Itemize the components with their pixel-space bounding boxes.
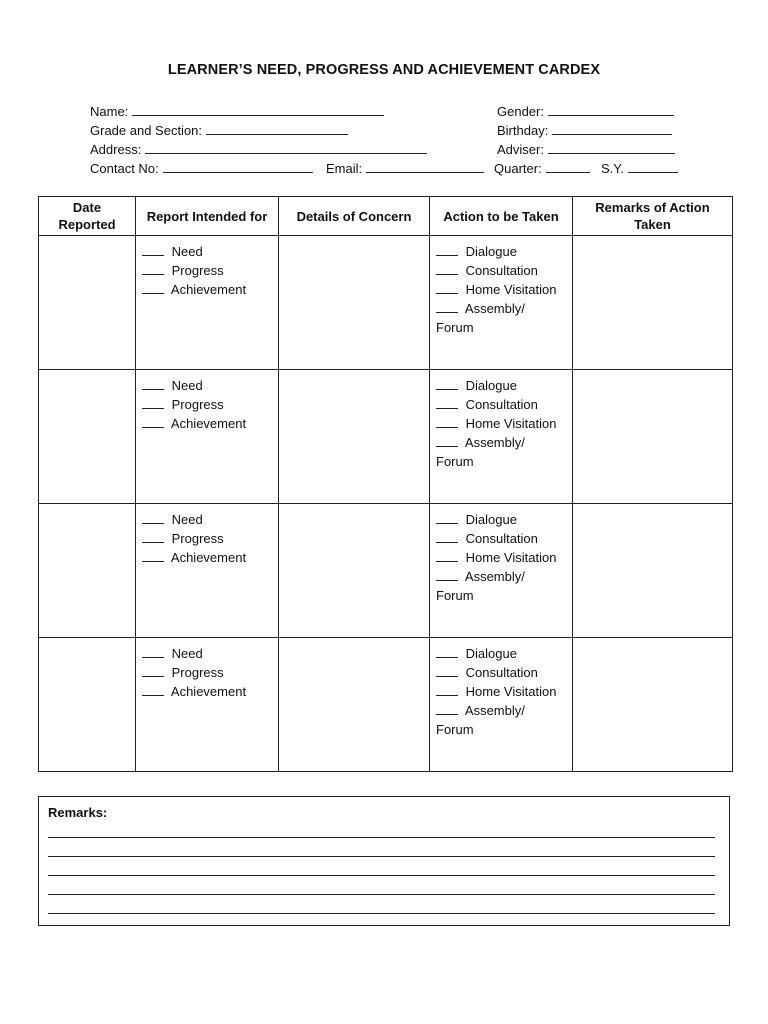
action-check-blank[interactable] bbox=[436, 435, 458, 447]
action-option-label: Assembly/ bbox=[464, 435, 525, 450]
action-check-blank[interactable] bbox=[436, 646, 458, 658]
report-check-blank[interactable] bbox=[142, 282, 164, 294]
action-option-label: Consultation bbox=[465, 531, 538, 546]
action-option-label: Assembly/ bbox=[464, 301, 525, 316]
header-details-concern: Details of Concern bbox=[279, 197, 430, 236]
action-check-blank[interactable] bbox=[436, 550, 458, 562]
report-check-blank[interactable] bbox=[142, 550, 164, 562]
report-option[interactable] bbox=[142, 682, 278, 701]
address-label: Address: bbox=[90, 142, 142, 157]
report-option-label: Need bbox=[171, 512, 203, 527]
action-check-blank[interactable] bbox=[436, 665, 458, 677]
remarks-line[interactable] bbox=[48, 894, 715, 895]
report-check-blank[interactable] bbox=[142, 397, 164, 409]
report-option-label: Need bbox=[171, 646, 203, 661]
report-options bbox=[136, 236, 278, 299]
action-option[interactable] bbox=[436, 395, 572, 414]
birthday-label: Birthday: bbox=[497, 123, 549, 138]
report-option[interactable] bbox=[142, 414, 278, 433]
action-option-label: Home Visitation bbox=[465, 282, 557, 297]
action-option[interactable] bbox=[436, 261, 572, 280]
report-check-blank[interactable] bbox=[142, 684, 164, 696]
table-row bbox=[39, 370, 733, 504]
report-option-label: Achievement bbox=[170, 282, 247, 297]
report-option-label: Achievement bbox=[170, 416, 247, 431]
remarks-line[interactable] bbox=[48, 913, 715, 914]
report-check-blank[interactable] bbox=[142, 244, 164, 256]
action-option-label: Consultation bbox=[465, 263, 538, 278]
action-taken-cell[interactable] bbox=[430, 504, 573, 638]
action-option[interactable] bbox=[436, 242, 572, 261]
header-action-taken: Action to be Taken bbox=[430, 197, 573, 236]
sy-label: S.Y. bbox=[601, 161, 624, 176]
address-field[interactable] bbox=[90, 140, 427, 158]
remarks-line[interactable] bbox=[48, 837, 715, 838]
report-check-blank[interactable] bbox=[142, 665, 164, 677]
header-date-reported: Date Reported bbox=[39, 197, 136, 236]
name-field[interactable] bbox=[90, 102, 384, 120]
report-option[interactable] bbox=[142, 280, 278, 299]
report-intended-cell[interactable] bbox=[136, 370, 279, 504]
action-option-label: Forum bbox=[436, 588, 474, 603]
action-option[interactable] bbox=[436, 529, 572, 548]
action-taken-cell[interactable] bbox=[430, 236, 573, 370]
action-option-label: Consultation bbox=[465, 397, 538, 412]
action-option-label: Consultation bbox=[465, 665, 538, 680]
report-check-blank[interactable] bbox=[142, 263, 164, 275]
details-concern-cell[interactable] bbox=[279, 638, 430, 772]
action-option-label: Home Visitation bbox=[465, 416, 557, 431]
action-option[interactable] bbox=[436, 414, 572, 433]
remarks-label: Remarks: bbox=[48, 805, 108, 820]
report-intended-cell[interactable] bbox=[136, 236, 279, 370]
action-option[interactable] bbox=[436, 452, 572, 471]
date-reported-cell[interactable] bbox=[39, 504, 136, 638]
email-field[interactable] bbox=[326, 159, 484, 177]
remarks-box bbox=[38, 796, 730, 926]
remarks-action-cell[interactable] bbox=[573, 638, 733, 772]
adviser-label: Adviser: bbox=[497, 142, 544, 157]
report-check-blank[interactable] bbox=[142, 512, 164, 524]
action-option[interactable] bbox=[436, 586, 572, 605]
quarter-field[interactable] bbox=[494, 159, 590, 177]
report-option-label: Progress bbox=[171, 531, 224, 546]
action-option[interactable] bbox=[436, 644, 572, 663]
action-option-label: Home Visitation bbox=[465, 684, 557, 699]
gender-field[interactable] bbox=[497, 102, 674, 120]
action-taken-cell[interactable] bbox=[430, 638, 573, 772]
action-check-blank[interactable] bbox=[436, 684, 458, 696]
action-option-label: Dialogue bbox=[465, 646, 517, 661]
action-option-label: Assembly/ bbox=[464, 569, 525, 584]
action-option[interactable] bbox=[436, 318, 572, 337]
report-option[interactable] bbox=[142, 242, 278, 261]
quarter-blank[interactable] bbox=[546, 159, 590, 173]
name-blank[interactable] bbox=[132, 102, 384, 116]
report-option[interactable] bbox=[142, 261, 278, 280]
remarks-action-cell[interactable] bbox=[573, 504, 733, 638]
action-option-label: Dialogue bbox=[465, 378, 517, 393]
sy-field[interactable] bbox=[601, 159, 678, 177]
report-option-label: Progress bbox=[171, 665, 224, 680]
action-option-label: Home Visitation bbox=[465, 550, 557, 565]
action-check-blank[interactable] bbox=[436, 263, 458, 275]
action-option[interactable] bbox=[436, 299, 572, 318]
report-option[interactable] bbox=[142, 529, 278, 548]
report-check-blank[interactable] bbox=[142, 646, 164, 658]
contact-field[interactable] bbox=[90, 159, 313, 177]
report-option[interactable] bbox=[142, 376, 278, 395]
action-option[interactable] bbox=[436, 510, 572, 529]
remarks-line[interactable] bbox=[48, 875, 715, 876]
action-check-blank[interactable] bbox=[436, 244, 458, 256]
email-label: Email: bbox=[326, 161, 363, 176]
action-option[interactable] bbox=[436, 376, 572, 395]
action-option-label: Forum bbox=[436, 722, 474, 737]
report-option-label: Need bbox=[171, 244, 203, 259]
action-check-blank[interactable] bbox=[436, 378, 458, 390]
action-check-blank[interactable] bbox=[436, 531, 458, 543]
adviser-field[interactable] bbox=[497, 140, 675, 158]
birthday-field[interactable] bbox=[497, 121, 672, 139]
action-taken-cell[interactable] bbox=[430, 370, 573, 504]
action-option-label: Dialogue bbox=[465, 244, 517, 259]
report-options bbox=[136, 638, 278, 701]
grade-section-field[interactable] bbox=[90, 121, 348, 139]
action-option[interactable] bbox=[436, 682, 572, 701]
action-options bbox=[430, 370, 572, 471]
action-check-blank[interactable] bbox=[436, 301, 458, 313]
action-option-label: Forum bbox=[436, 320, 474, 335]
action-check-blank[interactable] bbox=[436, 397, 458, 409]
action-option[interactable] bbox=[436, 720, 572, 739]
details-concern-cell[interactable] bbox=[279, 236, 430, 370]
action-options bbox=[430, 504, 572, 605]
action-check-blank[interactable] bbox=[436, 416, 458, 428]
grade-section-blank[interactable] bbox=[206, 121, 348, 135]
action-check-blank[interactable] bbox=[436, 569, 458, 581]
report-option-label: Progress bbox=[171, 263, 224, 278]
gender-blank[interactable] bbox=[548, 102, 674, 116]
report-intended-cell[interactable] bbox=[136, 638, 279, 772]
page-title: LEARNER’S NEED, PROGRESS AND ACHIEVEMENT CARDEX bbox=[167, 62, 601, 78]
action-options bbox=[430, 236, 572, 337]
report-option[interactable] bbox=[142, 548, 278, 567]
contact-blank[interactable] bbox=[163, 159, 313, 173]
date-reported-cell[interactable] bbox=[39, 638, 136, 772]
remarks-action-cell[interactable] bbox=[573, 236, 733, 370]
report-option[interactable] bbox=[142, 663, 278, 682]
adviser-blank[interactable] bbox=[548, 140, 675, 154]
table-row bbox=[39, 638, 733, 772]
action-option[interactable] bbox=[436, 548, 572, 567]
email-blank[interactable] bbox=[366, 159, 484, 173]
details-concern-cell[interactable] bbox=[279, 370, 430, 504]
table-body bbox=[39, 236, 733, 772]
action-option[interactable] bbox=[436, 567, 572, 586]
contact-label: Contact No: bbox=[90, 161, 159, 176]
sy-blank[interactable] bbox=[628, 159, 678, 173]
report-option-label: Progress bbox=[171, 397, 224, 412]
action-check-blank[interactable] bbox=[436, 282, 458, 294]
details-concern-cell[interactable] bbox=[279, 504, 430, 638]
date-reported-cell[interactable] bbox=[39, 370, 136, 504]
report-options bbox=[136, 504, 278, 567]
report-option-label: Need bbox=[171, 378, 203, 393]
action-option[interactable] bbox=[436, 663, 572, 682]
table-row bbox=[39, 236, 733, 370]
action-option[interactable] bbox=[436, 433, 572, 452]
action-check-blank[interactable] bbox=[436, 512, 458, 524]
report-intended-cell[interactable] bbox=[136, 504, 279, 638]
birthday-blank[interactable] bbox=[552, 121, 672, 135]
table-row bbox=[39, 504, 733, 638]
report-option-label: Achievement bbox=[170, 550, 247, 565]
report-check-blank[interactable] bbox=[142, 416, 164, 428]
action-option-label: Dialogue bbox=[465, 512, 517, 527]
remarks-action-cell[interactable] bbox=[573, 370, 733, 504]
table-header-row bbox=[39, 197, 733, 236]
action-options bbox=[430, 638, 572, 739]
report-option[interactable] bbox=[142, 395, 278, 414]
action-option-label: Assembly/ bbox=[464, 703, 525, 718]
action-option-label: Forum bbox=[436, 454, 474, 469]
action-option[interactable] bbox=[436, 701, 572, 720]
name-label: Name: bbox=[90, 104, 129, 119]
cardex-table bbox=[38, 196, 733, 772]
action-option[interactable] bbox=[436, 280, 572, 299]
header-report-intended: Report Intended for bbox=[136, 197, 279, 236]
address-blank[interactable] bbox=[145, 140, 427, 154]
action-check-blank[interactable] bbox=[436, 703, 458, 715]
header-remarks-action: Remarks of Action Taken bbox=[573, 197, 733, 236]
date-reported-cell[interactable] bbox=[39, 236, 136, 370]
quarter-label: Quarter: bbox=[494, 161, 542, 176]
report-option-label: Achievement bbox=[170, 684, 247, 699]
report-check-blank[interactable] bbox=[142, 531, 164, 543]
gender-label: Gender: bbox=[497, 104, 544, 119]
report-option[interactable] bbox=[142, 644, 278, 663]
remarks-line[interactable] bbox=[48, 856, 715, 857]
report-options bbox=[136, 370, 278, 433]
report-check-blank[interactable] bbox=[142, 378, 164, 390]
grade-section-label: Grade and Section: bbox=[90, 123, 203, 138]
report-option[interactable] bbox=[142, 510, 278, 529]
